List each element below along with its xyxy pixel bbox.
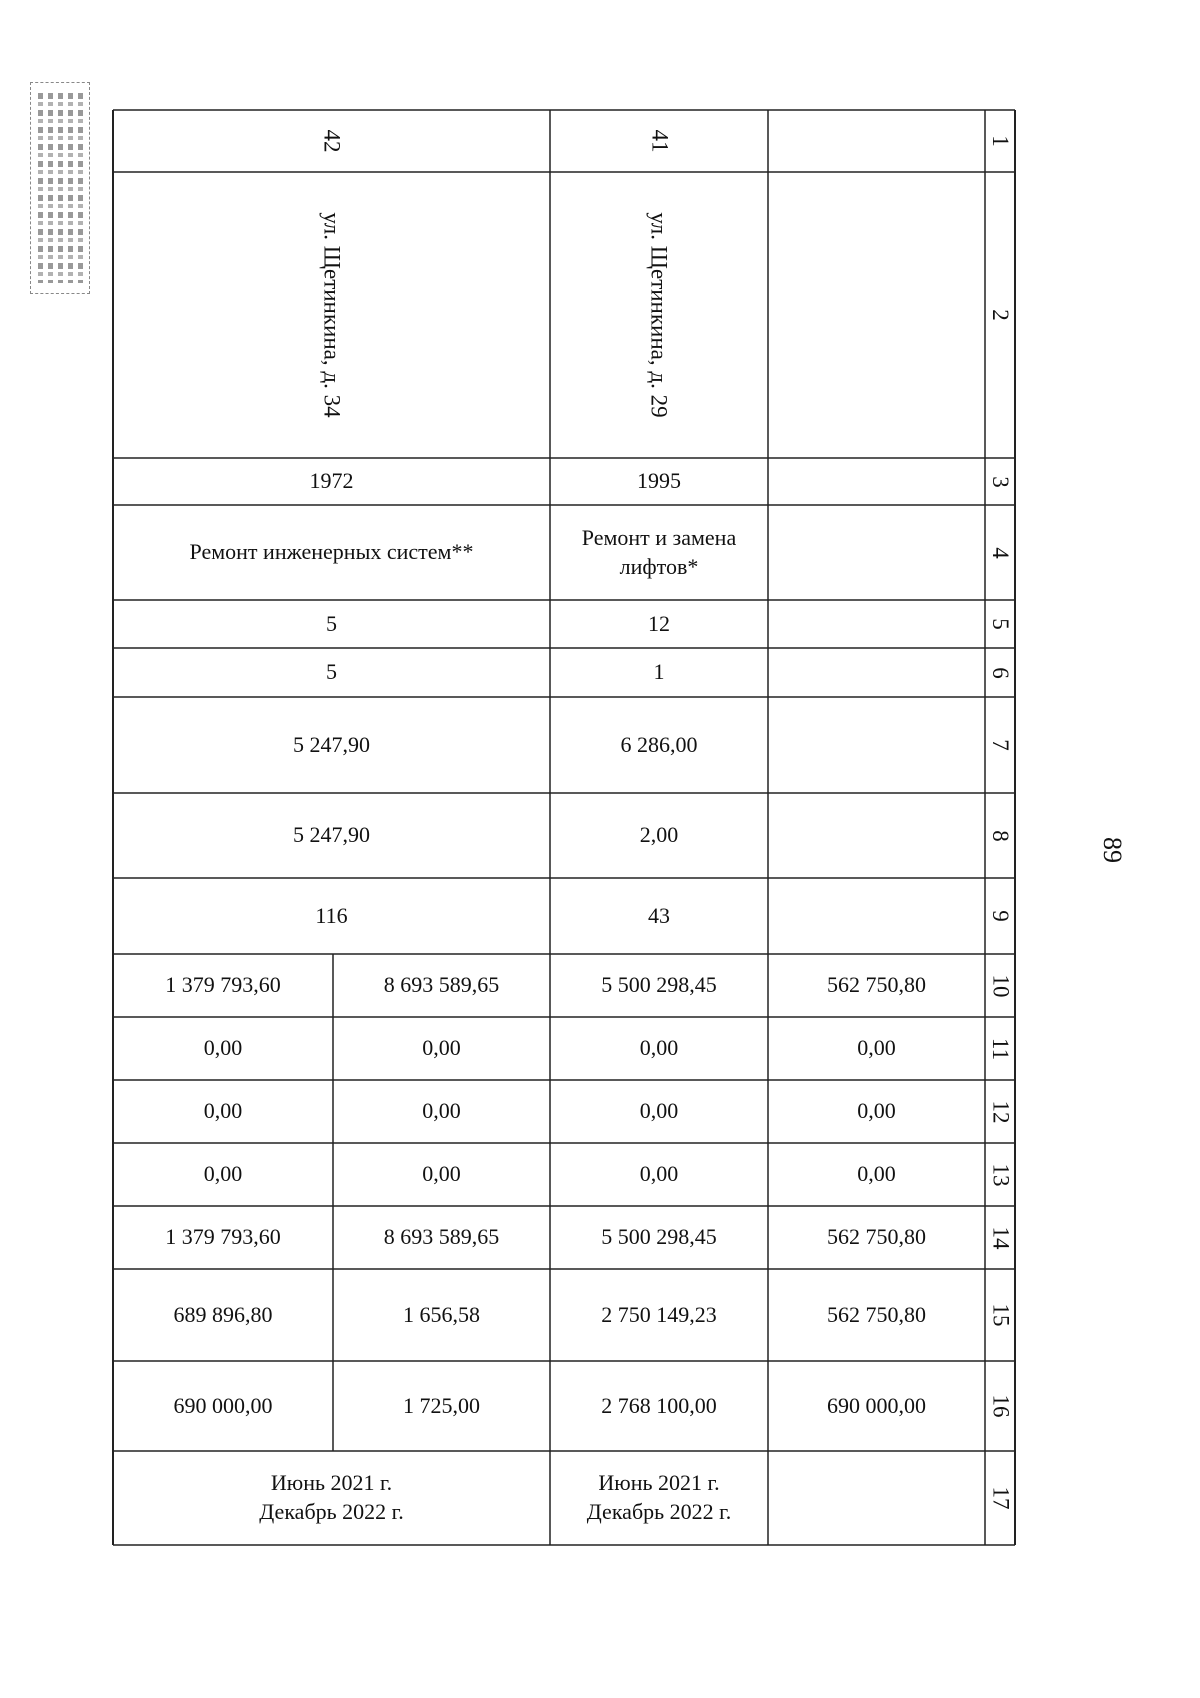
table-cell — [550, 1206, 768, 1269]
table-cell — [550, 1451, 768, 1545]
row-number-text: 2 — [988, 309, 1013, 321]
table-cell — [550, 505, 768, 600]
table-cell-text: 5 — [326, 659, 337, 685]
table-cell-text: 43 — [648, 902, 670, 928]
table-cell — [768, 172, 985, 458]
table-cell — [768, 878, 985, 954]
table-cell — [768, 1080, 985, 1143]
table-cell — [768, 505, 985, 600]
row-number-text: 4 — [988, 546, 1013, 559]
table-cell-text: 1 656,58 — [403, 1301, 480, 1327]
table-cell — [768, 648, 985, 697]
table-cell — [768, 110, 985, 172]
table-cell — [768, 458, 985, 505]
table-cell-text: 12 — [648, 610, 670, 636]
table-cell-text: 1 379 793,60 — [165, 972, 281, 998]
table-cell-text: 6 286,00 — [620, 731, 698, 757]
row-number — [985, 1017, 1015, 1080]
table-cell — [550, 697, 768, 793]
table-cell-text: 562 750,80 — [827, 1301, 926, 1327]
row-number — [985, 1451, 1015, 1545]
table-cell-text: 562 750,80 — [827, 972, 926, 998]
table-cell — [550, 110, 768, 172]
table-cell — [333, 1143, 550, 1206]
table-cell-text: 8 693 589,65 — [383, 972, 500, 998]
table-cell-text: 5 500 298,45 — [601, 972, 717, 998]
table-cell-text: Ремонт и замена лифтов* — [581, 524, 737, 579]
table-cell-text: Июнь 2021 г. Декабрь 2022 г. — [259, 1470, 404, 1524]
row-number — [985, 878, 1015, 954]
row-number-text: 3 — [988, 475, 1013, 488]
table-cell-text: 5 247,90 — [293, 731, 370, 757]
table-cell-text: 689 896,80 — [173, 1301, 273, 1327]
table-cell — [113, 458, 550, 505]
table-cell-text: 0,00 — [857, 1161, 896, 1187]
table-cell-text: 41 — [646, 129, 672, 153]
table-cell — [333, 954, 550, 1017]
table-cell-text: 8 693 589,65 — [383, 1224, 500, 1250]
table-cell — [113, 648, 550, 697]
table-cell-text: Июнь 2021 г. Декабрь 2022 г. — [586, 1470, 732, 1524]
table-cell — [550, 1269, 768, 1361]
table-cell — [333, 1206, 550, 1269]
row-number — [985, 1361, 1015, 1451]
table-cell-text: 0,00 — [422, 1161, 461, 1187]
table-cell-text: 0,00 — [422, 1035, 461, 1061]
table-cell-text: 690 000,00 — [827, 1392, 926, 1418]
page-number-text: 89 — [1098, 837, 1127, 863]
table-cell — [333, 1080, 550, 1143]
table-cell — [768, 1451, 985, 1545]
table-cell — [550, 1143, 768, 1206]
table-cell-text: 116 — [315, 902, 348, 928]
row-number — [985, 505, 1015, 600]
table-cell — [550, 458, 768, 505]
table-cell — [113, 1206, 333, 1269]
table-cell — [113, 1361, 333, 1451]
row-number-text: 12 — [988, 1100, 1013, 1123]
table-cell — [550, 1017, 768, 1080]
row-number-text: 10 — [988, 974, 1013, 997]
row-number — [985, 648, 1015, 697]
table-cell-text: 2 750 149,23 — [601, 1301, 717, 1327]
table-cell — [768, 793, 985, 878]
row-number-text: 8 — [988, 829, 1013, 842]
row-number — [985, 172, 1015, 458]
table-cell — [550, 600, 768, 648]
table-cell — [550, 648, 768, 697]
table-cell — [768, 1206, 985, 1269]
row-number — [985, 954, 1015, 1017]
row-number-text: 17 — [988, 1486, 1013, 1510]
table-cell — [550, 1361, 768, 1451]
table-cell — [113, 1269, 333, 1361]
table-cell — [113, 878, 550, 954]
table-cell — [113, 1143, 333, 1206]
table-cell-text: 0,00 — [857, 1098, 896, 1124]
table-cell-text: 5 500 298,45 — [601, 1224, 717, 1250]
table-cell-text: 1 379 793,60 — [165, 1224, 281, 1250]
row-number — [985, 1080, 1015, 1143]
table-cell — [550, 172, 768, 458]
table-cell-text: 5 — [326, 610, 337, 636]
table-cell-text: 562 750,80 — [827, 1224, 926, 1250]
table-cell-text: 0,00 — [639, 1161, 679, 1187]
table-cell-text: 2,00 — [639, 822, 679, 848]
row-number — [985, 110, 1015, 172]
table-cell-text: Ремонт инженерных систем** — [189, 539, 474, 565]
row-number-text: 6 — [988, 666, 1013, 679]
table-cell — [768, 1361, 985, 1451]
row-number-text: 1 — [988, 135, 1013, 147]
table-cell — [550, 793, 768, 878]
table-cell — [113, 697, 550, 793]
table-cell — [550, 1080, 768, 1143]
row-number — [985, 1143, 1015, 1206]
table-cell — [333, 1269, 550, 1361]
table-cell — [113, 600, 550, 648]
table-cell — [768, 954, 985, 1017]
row-number-text: 14 — [988, 1226, 1013, 1249]
table-cell — [113, 505, 550, 600]
table-cell-text: 690 000,00 — [173, 1392, 273, 1418]
table-cell — [113, 1017, 333, 1080]
table-cell — [113, 1451, 550, 1545]
row-number-text: 9 — [988, 910, 1013, 922]
table-cell — [113, 793, 550, 878]
row-number-text: 11 — [988, 1037, 1013, 1060]
table-cell-text: 0,00 — [639, 1098, 679, 1124]
row-number — [985, 1206, 1015, 1269]
table-cell-text: 5 247,90 — [293, 822, 370, 848]
row-number — [985, 793, 1015, 878]
table-cell-text: 42 — [319, 129, 345, 153]
table-cell — [113, 172, 550, 458]
table-cell — [113, 110, 550, 172]
table-cell — [333, 1361, 550, 1451]
table-cell — [550, 878, 768, 954]
row-number — [985, 600, 1015, 648]
table-cell-text: 1995 — [637, 468, 681, 494]
table-cell-text: 1 — [653, 659, 665, 685]
table-cell-text: 0,00 — [639, 1035, 679, 1061]
table-cell — [333, 1017, 550, 1080]
page-number — [1092, 830, 1132, 870]
row-number — [985, 458, 1015, 505]
table-cell-text: 0,00 — [203, 1035, 243, 1061]
table-cell-text: 0,00 — [857, 1035, 896, 1061]
row-number-text: 15 — [988, 1303, 1013, 1327]
table-cell — [768, 697, 985, 793]
table-cell-text: ул. Щетинкина, д. 29 — [646, 212, 672, 418]
row-number-text: 5 — [988, 618, 1013, 630]
row-number-text: 7 — [988, 739, 1013, 751]
table-cell — [113, 954, 333, 1017]
table-cell — [113, 1080, 333, 1143]
table-cell — [768, 1269, 985, 1361]
row-number — [985, 1269, 1015, 1361]
row-number — [985, 697, 1015, 793]
table-cell-text: 0,00 — [422, 1098, 461, 1124]
table-cell — [768, 1143, 985, 1206]
table-cell-text: 1 725,00 — [403, 1392, 480, 1418]
row-number-text: 16 — [988, 1394, 1013, 1418]
row-number-text: 13 — [988, 1163, 1013, 1186]
table-cell-text: 2 768 100,00 — [601, 1392, 717, 1418]
table-cell-text: 1972 — [309, 468, 354, 494]
table-cell — [768, 600, 985, 648]
table-cell — [550, 954, 768, 1017]
table-cell — [768, 1017, 985, 1080]
table-cell-text: 0,00 — [203, 1098, 243, 1124]
table-cell-text: 0,00 — [203, 1161, 243, 1187]
table-cell-text: ул. Щетинкина, д. 34 — [319, 212, 345, 418]
